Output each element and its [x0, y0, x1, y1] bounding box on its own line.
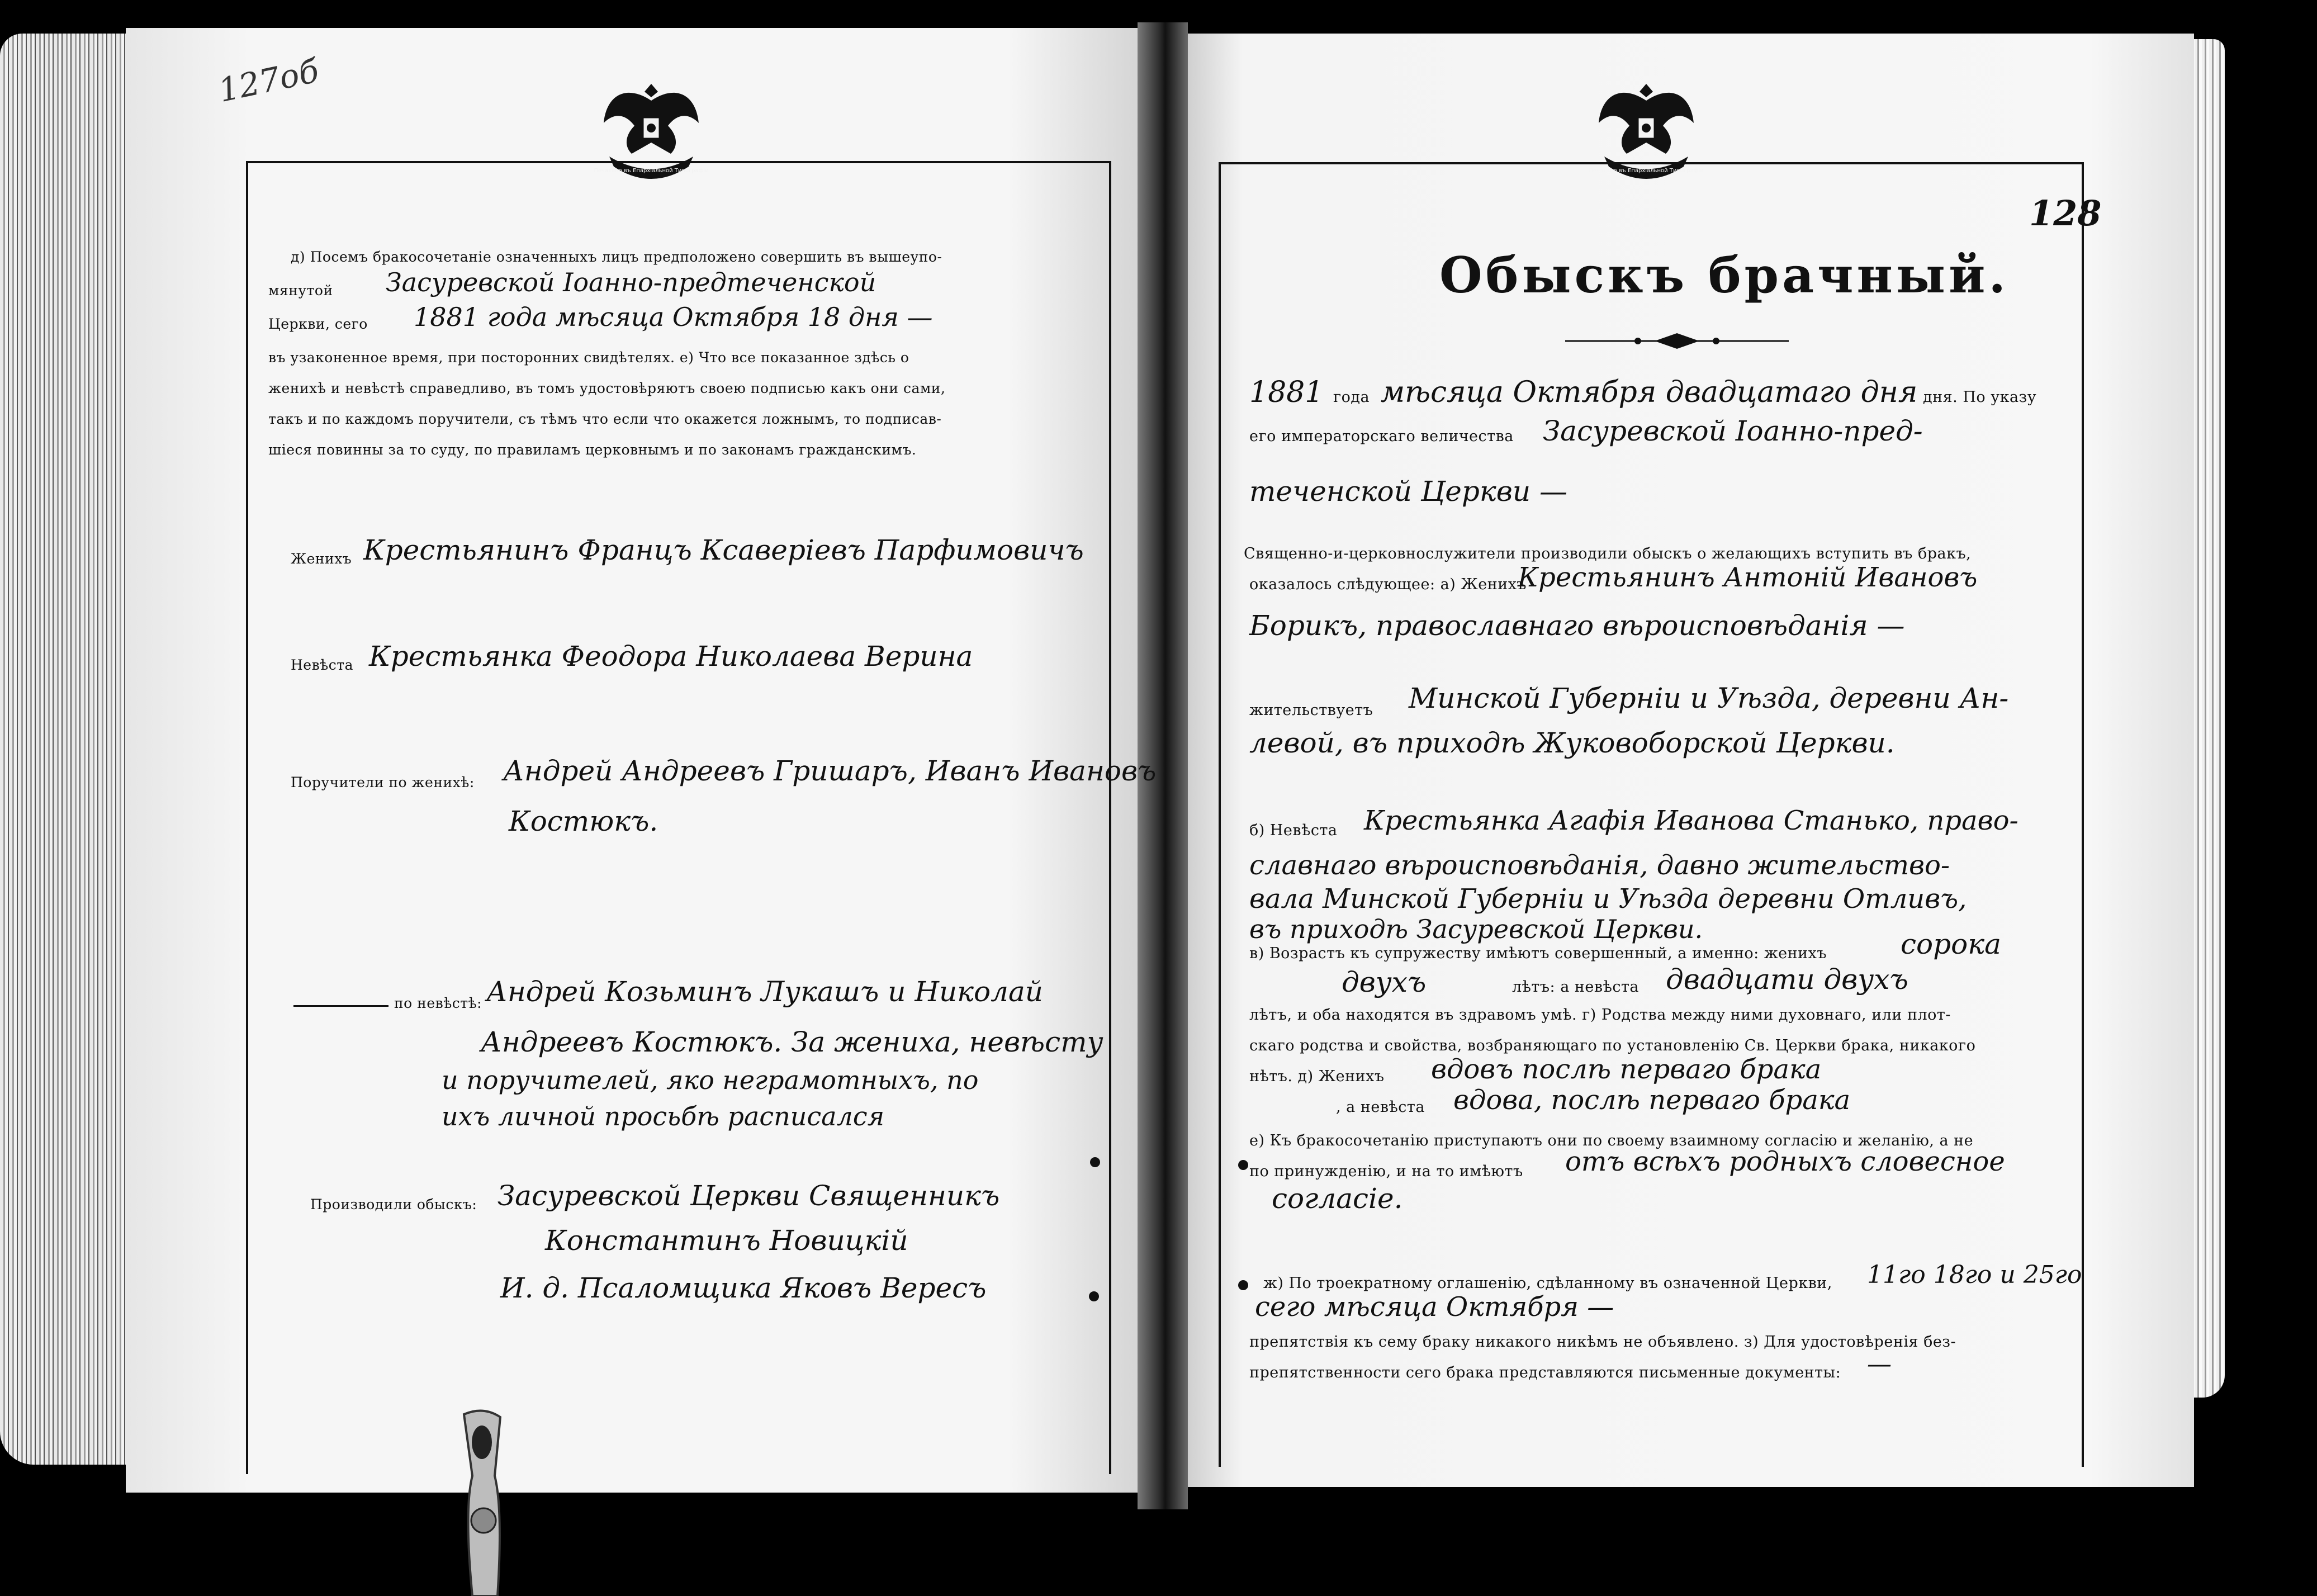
marriage-date-handwritten: 1881 года мѣсяца Октября 18 дня —	[414, 302, 933, 332]
groom-label: Женихъ	[291, 551, 352, 567]
residence-label: жительствуетъ	[1249, 702, 1373, 719]
guarantors-groom-value: Андрей Андреевъ Гришаръ, Иванъ Ивановъ	[503, 755, 1157, 787]
section5-line5: женихѣ и невѣстѣ справедливо, въ томъ удостовѣряютъ своею подписью какъ они сами,	[268, 380, 946, 396]
section5-line4: въ узаконенное время, при посторонних свидѣтелях. е) Что все показанное здѣсь о	[268, 349, 909, 366]
clergy-line1: Священно-и-церковнослужители производили обыскъ о желающихъ вступить въ бракъ,	[1244, 545, 1972, 562]
guarantors-bride-rule	[293, 1005, 388, 1007]
decree-church-value: Засуревской Іоанно-пред-	[1543, 415, 1923, 447]
guarantors-bride-label: по невѣстѣ:	[394, 995, 482, 1011]
banns-month-value: сего мѣсяца Октября —	[1255, 1291, 1614, 1323]
conducted-psalmist: И. д. Псаломщика Яковъ Вересъ	[500, 1272, 987, 1304]
bride-status-value: вдова, послѣ перваго брака	[1453, 1084, 1851, 1116]
section5-line7: шіеся повинны за то суду, по правиламъ церковнымъ и по законамъ гражданскимъ.	[268, 442, 917, 458]
bride-value3: вала Минской Губерніи и Уѣзда деревни Отливъ,	[1249, 883, 1967, 915]
binding-hole	[1238, 1160, 1248, 1170]
section5-line1: д) Посемъ бракосочетаніе означенныхъ лицъ предположено совершить въ вышеупо-	[291, 249, 942, 265]
guarantors-bride-value1: Андрей Козьминъ Лукашъ и Николай	[486, 975, 1043, 1008]
age-groom-value: сорока	[1901, 928, 2001, 960]
groom-value: Крестьянинъ Францъ Ксаверіевъ Парфимовичъ	[363, 534, 1084, 566]
section5-line6: такъ и по каждомъ поручители, съ тѣмъ что если что окажется ложнымъ, то подписав-	[268, 411, 942, 427]
guarantors-bride-value2: Андреевъ Костюкъ. За жениха, невѣсту	[481, 1026, 1103, 1058]
conducted-priest: Засуревской Церкви Священникъ	[497, 1180, 1000, 1212]
binding-hole	[1090, 1157, 1100, 1167]
year-label: года	[1333, 389, 1370, 406]
guarantors-bride-value4: ихъ личной просьбѣ расписался	[442, 1101, 885, 1131]
conducted-label: Производили обыскъ:	[310, 1196, 477, 1213]
banns-line4-label: препятственности сего брака представляются письменные документы:	[1249, 1364, 1841, 1381]
guarantors-bride-value3: и поручителей, яко неграмотныхъ, по	[442, 1065, 979, 1095]
age-groom-value-cont: двухъ	[1342, 966, 1427, 998]
church-name-handwritten: Засуревской Іоанно-предтеченской	[386, 267, 876, 297]
bride-prefix: б) Невѣста	[1249, 822, 1338, 839]
consent-line2-label: по принужденію, и на то имѣютъ	[1249, 1163, 1523, 1180]
emblem-ribbon-text: Печатано въ Епархіальной Типографіи	[594, 168, 709, 174]
groom-faith-value: Борикъ, православнаго вѣроисповѣданія —	[1249, 609, 1905, 642]
documents-value: —	[1867, 1350, 1892, 1379]
date-label: дня. По указу	[1923, 389, 2037, 406]
age-line5-label: нѣтъ. д) Женихъ	[1249, 1068, 1385, 1085]
binding-hole	[1238, 1280, 1248, 1290]
bride-label: Невѣста	[291, 657, 353, 673]
age-line1: в) Возрастъ къ супружеству имѣютъ совершенный, а именно: женихъ	[1249, 945, 1827, 962]
bride-value2: славнаго вѣроисповѣданія, давно жительство-	[1249, 850, 1950, 881]
age-line3: лѣтъ, и оба находятся въ здравомъ умѣ. г) Родства между ними духовнаго, или плот-	[1249, 1006, 1951, 1024]
imperial-eagle-emblem-icon	[1588, 73, 1705, 190]
decree-prefix: его императорскаго величества	[1249, 428, 1514, 445]
guarantors-groom-label: Поручители по женихѣ:	[291, 774, 475, 790]
age-bride-label: лѣтъ: а невѣста	[1512, 978, 1640, 996]
emblem-ribbon-text: Печатано въ Епархіальной Типографіи	[1589, 168, 1704, 174]
folio-number: 128	[2029, 193, 2102, 234]
ornament-divider-icon	[1560, 330, 1794, 352]
consent-line1: е) Къ бракосочетанію приступаютъ они по своему взаимному согласію и желанію, а не	[1249, 1132, 1974, 1149]
clergy-line2-label: оказалось слѣдующее: а) Женихъ	[1249, 576, 1527, 593]
consent-value: отъ всѣхъ родныхъ словесное	[1565, 1146, 2005, 1177]
guarantors-groom-value-cont: Костюкъ.	[509, 805, 658, 837]
conducted-priest-name: Константинъ Новицкій	[545, 1224, 908, 1257]
binding-hole	[1089, 1291, 1099, 1301]
document-title: Обыскъ брачный.	[1439, 246, 2010, 304]
margin-number: 127об	[215, 51, 323, 110]
date-value: мѣсяца Октября двадцатаго дня	[1381, 376, 1918, 409]
groom-name-value: Крестьянинъ Антоній Ивановъ	[1518, 562, 1978, 593]
banns-line1-label: ж) По троекратному оглашенію, сдѣланному въ означенной Церкви,	[1263, 1275, 1832, 1292]
residence-value1: Минской Губерніи и Уѣзда, деревни Ан-	[1409, 682, 2009, 714]
bride-value1: Крестьянка Агафія Иванова Станько, право-	[1364, 805, 2019, 836]
section5-line2-label: мянутой	[268, 282, 333, 299]
consent-value-cont: согласіе.	[1272, 1182, 1403, 1215]
year-value: 1881	[1249, 376, 1324, 409]
groom-status-value: вдовъ послѣ перваго брака	[1431, 1054, 1822, 1085]
age-line4: скаго родства и свойства, возбраняющаго по установленію Св. Церкви брака, никакого	[1249, 1037, 1976, 1054]
age-line6-label: , а невѣста	[1336, 1098, 1425, 1116]
banns-dates-value: 11го 18го и 25го	[1867, 1261, 2082, 1289]
decree-church-value-cont: теченской Церкви —	[1249, 475, 1567, 508]
book-page-edges-left	[0, 34, 140, 1465]
residence-value2: левой, въ приходѣ Жуковоборской Церкви.	[1249, 727, 1895, 759]
section5-line3-label: Церкви, сего	[268, 316, 368, 332]
bride-value4: въ приходѣ Засуревской Церкви.	[1249, 914, 1703, 944]
imperial-eagle-emblem-icon	[593, 73, 710, 190]
age-bride-value: двадцати двухъ	[1666, 963, 1908, 996]
bride-value: Крестьянка Феодора Николаева Верина	[369, 640, 973, 673]
metal-clip-icon	[442, 1409, 525, 1596]
banns-line3: препятствія къ сему браку никакого никѣмъ не объявлено. з) Для удостовѣренія без-	[1249, 1333, 1956, 1351]
